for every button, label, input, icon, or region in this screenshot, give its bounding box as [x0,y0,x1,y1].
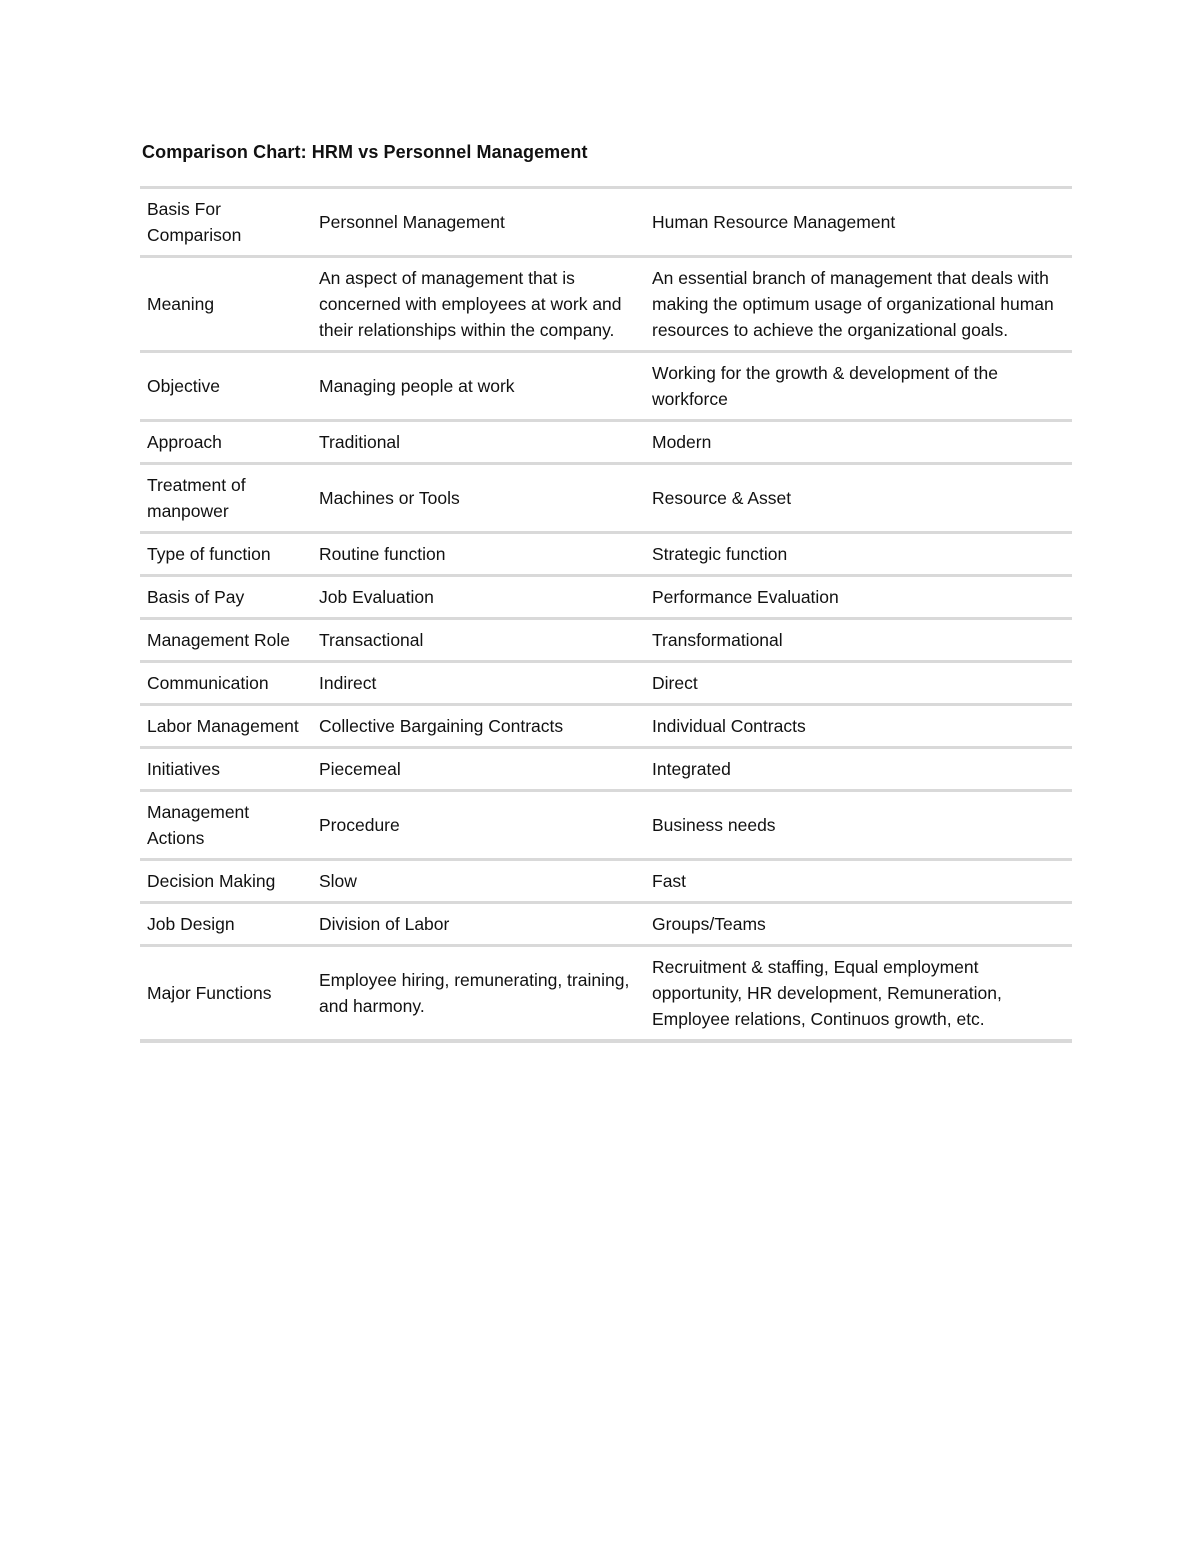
table-header-row [140,188,1072,257]
hrm-cell: Integrated [645,748,1072,791]
personnel-cell: Managing people at work [312,352,645,421]
personnel-cell: Machines or Tools [312,464,645,533]
table-row [140,464,1072,533]
table-row [140,748,1072,791]
row-basis-cell: Management Actions [140,791,312,860]
table-row [140,352,1072,421]
table-row [140,860,1072,903]
personnel-cell: An aspect of management that is concerned with employees at work and their relationships within the company. [312,257,645,352]
hrm-cell: Business needs [645,791,1072,860]
table-row [140,903,1072,946]
personnel-cell: Traditional [312,421,645,464]
row-basis-cell: Treatment of manpower [140,464,312,533]
page-title: Comparison Chart: HRM vs Personnel Management [142,142,588,162]
hrm-cell: Individual Contracts [645,705,1072,748]
hrm-cell: Resource & Asset [645,464,1072,533]
personnel-cell: Routine function [312,533,645,576]
hrm-cell: Recruitment & staffing, Equal employment opportunity, HR development, Remuneration, Employee relations, Continuos growth, etc. [645,946,1072,1042]
personnel-cell: Indirect [312,662,645,705]
row-basis-cell: Meaning [140,257,312,352]
row-basis-cell: Major Functions [140,946,312,1042]
document-page [140,142,1072,1043]
personnel-cell: Piecemeal [312,748,645,791]
row-basis-cell: Objective [140,352,312,421]
row-basis-cell: Type of function [140,533,312,576]
personnel-cell: Collective Bargaining Contracts [312,705,645,748]
hrm-cell: Performance Evaluation [645,576,1072,619]
hrm-cell: An essential branch of management that deals with making the optimum usage of organizational human resources to achieve the organizational goals. [645,257,1072,352]
hrm-cell: Fast [645,860,1072,903]
personnel-cell: Division of Labor [312,903,645,946]
personnel-cell: Transactional [312,619,645,662]
row-basis-cell: Communication [140,662,312,705]
header-human-resource-management: Human Resource Management [645,188,1072,257]
table-row [140,791,1072,860]
table-row [140,946,1072,1042]
personnel-cell: Employee hiring, remunerating, training, and harmony. [312,946,645,1042]
row-basis-cell: Job Design [140,903,312,946]
row-basis-cell: Management Role [140,619,312,662]
table-row [140,533,1072,576]
header-basis: Basis For Comparison [140,188,312,257]
row-basis-cell: Labor Management [140,705,312,748]
personnel-cell: Job Evaluation [312,576,645,619]
table-row [140,705,1072,748]
table-row [140,576,1072,619]
personnel-cell: Slow [312,860,645,903]
table-row [140,619,1072,662]
table-row [140,257,1072,352]
table-row [140,662,1072,705]
hrm-cell: Direct [645,662,1072,705]
table-row [140,421,1072,464]
hrm-cell: Modern [645,421,1072,464]
hrm-cell: Groups/Teams [645,903,1072,946]
row-basis-cell: Approach [140,421,312,464]
personnel-cell: Procedure [312,791,645,860]
comparison-table [140,186,1072,1043]
row-basis-cell: Basis of Pay [140,576,312,619]
hrm-cell: Working for the growth & development of the workforce [645,352,1072,421]
hrm-cell: Transformational [645,619,1072,662]
row-basis-cell: Initiatives [140,748,312,791]
row-basis-cell: Decision Making [140,860,312,903]
header-personnel-management: Personnel Management [312,188,645,257]
hrm-cell: Strategic function [645,533,1072,576]
